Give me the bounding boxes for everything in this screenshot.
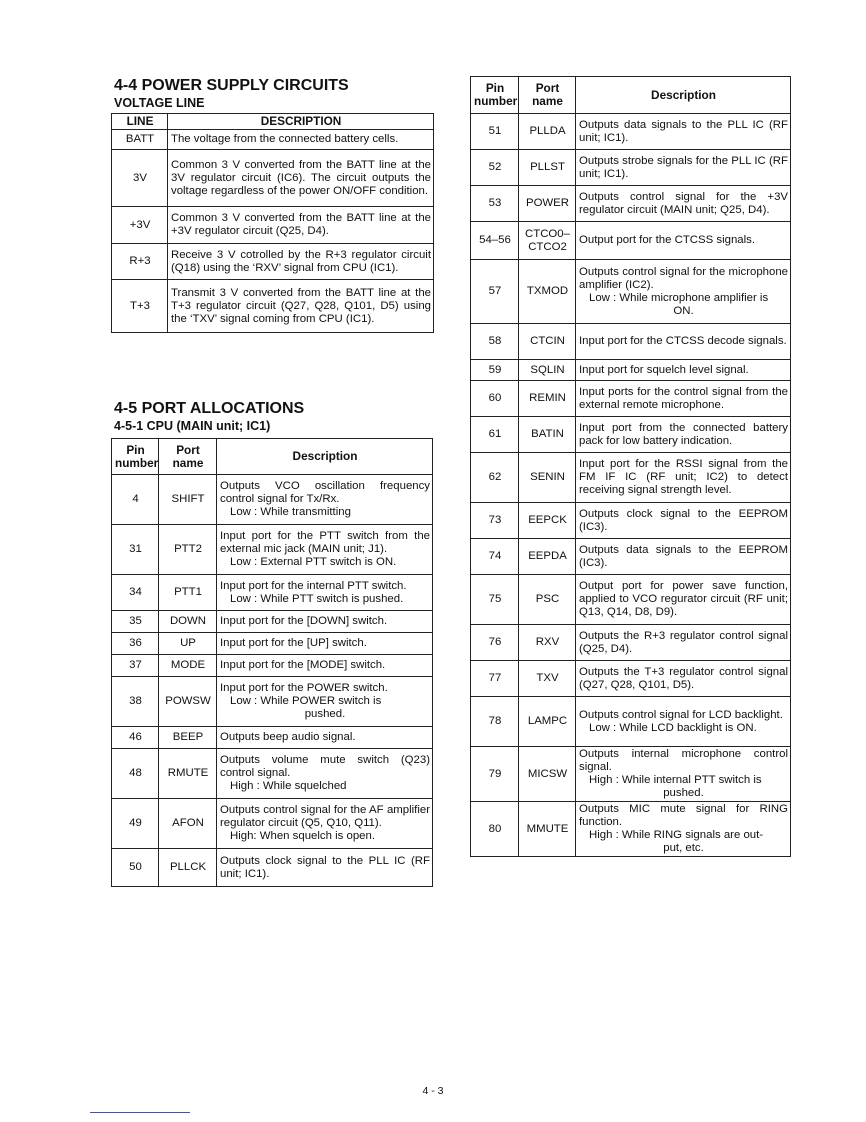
description-text: Outputs data signals to the EEPROM (IC3). [579, 543, 788, 569]
line-description: The voltage from the connected battery cells. [168, 130, 434, 150]
port-name: SENIN [519, 453, 576, 503]
description-text: Outputs strobe signals for the PLL IC (RF unit; IC1). [579, 154, 788, 180]
pin-number: 38 [112, 677, 159, 727]
table-row [471, 114, 791, 150]
pin-description [217, 749, 433, 799]
port-name: TXV [519, 661, 576, 697]
line-name: 3V [112, 150, 168, 207]
port-name: PLLST [519, 150, 576, 186]
description-text: Outputs data signals to the PLL IC (RF unit; IC1). [579, 118, 788, 144]
table-row [112, 575, 433, 611]
description-note: High : While internal PTT switch is [589, 774, 762, 786]
pin-description [217, 677, 433, 727]
description-note: Low : While microphone amplifier is [589, 291, 769, 304]
description-note-continued: pushed. [304, 708, 346, 720]
table-row [112, 475, 433, 525]
table-row [112, 677, 433, 727]
port-name: BATIN [519, 417, 576, 453]
voltage-line-subtitle: VOLTAGE LINE [114, 96, 205, 110]
description-text: Outputs MIC mute signal for RING function. [579, 803, 788, 828]
pin-description [217, 525, 433, 575]
pin-description [576, 324, 791, 360]
description-note: High : While squelched [230, 780, 347, 792]
table-row [471, 222, 791, 260]
pin-number: 60 [471, 381, 519, 417]
pin-description [576, 747, 791, 802]
description-text: Outputs control signal for the AF amplifier regulator circuit (Q5, Q10, Q11). [220, 804, 430, 829]
port-name: PSC [519, 575, 576, 625]
table-row [471, 747, 791, 802]
table-row [471, 661, 791, 697]
port-name: CTCO0– CTCO2 [519, 222, 576, 260]
pin-description [576, 625, 791, 661]
power-section-title: 4-4 POWER SUPPLY CIRCUITS [114, 77, 349, 94]
header-port: Port name [519, 77, 576, 114]
line-name: BATT [112, 130, 168, 150]
pin-description [576, 539, 791, 575]
pin-number: 31 [112, 525, 159, 575]
port-name: MICSW [519, 747, 576, 802]
pin-number: 35 [112, 611, 159, 633]
description-text: Outputs clock signal to the PLL IC (RF unit; IC1). [220, 854, 430, 880]
pin-number: 49 [112, 799, 159, 849]
pin-number: 51 [471, 114, 519, 150]
description-note: High : While RING signals are out- [589, 829, 764, 841]
description-note: Low : External PTT switch is ON. [230, 556, 397, 568]
port-name: UP [159, 633, 217, 655]
description-text: Outputs VCO oscillation frequency control signal for Tx/Rx. [220, 480, 430, 505]
table-row [112, 799, 433, 849]
pin-description [576, 186, 791, 222]
table-row [471, 260, 791, 324]
cpu-subtitle: 4-5-1 CPU (MAIN unit; IC1) [114, 419, 271, 433]
description-text: Outputs internal microphone control signal. [579, 748, 788, 773]
pin-description [576, 802, 791, 857]
header-desc: Description [217, 439, 433, 475]
table-row [112, 727, 433, 749]
description-text: Outputs clock signal to the EEPROM (IC3). [579, 507, 788, 533]
description-note: Low : While LCD backlight is ON. [589, 721, 757, 734]
line-description: Transmit 3 V converted from the BATT line at the T+3 regulator circuit (Q27, Q28, Q101, D5) using the ‘TXV’ signal coming from CPU (IC1). [168, 280, 434, 333]
description-note-continued: ON. [673, 304, 694, 317]
port-name: TXMOD [519, 260, 576, 324]
table-row [471, 324, 791, 360]
pin-description [217, 849, 433, 887]
pin-number: 61 [471, 417, 519, 453]
table-row [112, 244, 434, 280]
description-text: Input port for the PTT switch from the external mic jack (MAIN unit; J1). [220, 530, 430, 555]
pin-description [576, 661, 791, 697]
table-row [471, 417, 791, 453]
port-name: PLLCK [159, 849, 217, 887]
pin-description [576, 381, 791, 417]
description-text: Outputs control signal for LCD backlight. [579, 708, 783, 721]
footer-rule [90, 1112, 190, 1113]
pin-number: 34 [112, 575, 159, 611]
pin-number: 53 [471, 186, 519, 222]
table-row [112, 749, 433, 799]
pin-description [576, 360, 791, 381]
pin-description [217, 575, 433, 611]
pin-number: 59 [471, 360, 519, 381]
table-row [471, 186, 791, 222]
description-text: Input port for the internal PTT switch. [220, 579, 407, 592]
description-note-continued: put, etc. [663, 842, 704, 854]
pin-number: 37 [112, 655, 159, 677]
pin-description [576, 150, 791, 186]
pin-description [576, 453, 791, 503]
port-name: SHIFT [159, 475, 217, 525]
header-line: LINE [112, 114, 168, 130]
voltage-line-table [111, 113, 434, 333]
port-name: PTT2 [159, 525, 217, 575]
pin-description [217, 799, 433, 849]
line-name: R+3 [112, 244, 168, 280]
description-note: Low : While PTT switch is pushed. [230, 592, 404, 605]
description-text: Outputs the R+3 regulator control signal (Q25, D4). [579, 629, 788, 655]
description-text: Outputs control signal for the microphone amplifier (IC2). [579, 265, 788, 291]
description-text: Outputs beep audio signal. [220, 731, 356, 743]
pin-description [576, 222, 791, 260]
pin-description [576, 697, 791, 747]
table-row [471, 453, 791, 503]
line-name: T+3 [112, 280, 168, 333]
port-name: DOWN [159, 611, 217, 633]
table-row [112, 611, 433, 633]
port-name: BEEP [159, 727, 217, 749]
port-name: LAMPC [519, 697, 576, 747]
pin-number: 46 [112, 727, 159, 749]
description-note-continued: pushed. [663, 787, 704, 799]
table-row [112, 207, 434, 244]
pin-number: 4 [112, 475, 159, 525]
pin-number: 48 [112, 749, 159, 799]
pin-number: 78 [471, 697, 519, 747]
description-text: Input port for the RSSI signal from the FM IF IC (RF unit; IC2) to detect receiving signal strength level. [579, 458, 788, 496]
pin-description [576, 575, 791, 625]
header-desc: Description [576, 77, 791, 114]
line-description: Common 3 V converted from the BATT line at the +3V regulator circuit (Q25, D4). [168, 207, 434, 244]
pin-description [576, 417, 791, 453]
pin-number: 62 [471, 453, 519, 503]
pin-number: 54–56 [471, 222, 519, 260]
table-row [112, 655, 433, 677]
description-text: Input port for the CTCSS decode signals. [579, 335, 787, 347]
port-name: REMIN [519, 381, 576, 417]
pin-description [217, 633, 433, 655]
description-text: Input port for squelch level signal. [579, 363, 749, 376]
pin-number: 74 [471, 539, 519, 575]
header-description: DESCRIPTION [168, 114, 434, 130]
description-note: Low : While POWER switch is [230, 695, 382, 707]
port-name: EEPDA [519, 539, 576, 575]
description-text: Input port from the connected battery pack for low battery indication. [579, 421, 788, 447]
port-name: SQLIN [519, 360, 576, 381]
description-text: Input ports for the control signal from the external remote microphone. [579, 385, 788, 411]
description-text: Input port for the [MODE] switch. [220, 659, 386, 671]
port-name: PLLDA [519, 114, 576, 150]
pin-number: 57 [471, 260, 519, 324]
port-name: CTCIN [519, 324, 576, 360]
line-description: Receive 3 V cotrolled by the R+3 regulator circuit (Q18) using the ‘RXV’ signal from CPU (IC1). [168, 244, 434, 280]
pin-description [576, 114, 791, 150]
table-row [471, 575, 791, 625]
table-row [471, 802, 791, 857]
table-row [471, 503, 791, 539]
table-row [112, 280, 434, 333]
port-name: POWER [519, 186, 576, 222]
description-text: Input port for the [UP] switch. [220, 637, 367, 649]
port-name: AFON [159, 799, 217, 849]
description-text: Output port for power save function, applied to VCO regurator circuit (RF unit; Q13, Q14, D8, D9). [579, 580, 788, 618]
pin-description [217, 727, 433, 749]
header-port: Port name [159, 439, 217, 475]
description-text: Outputs the T+3 regulator control signal (Q27, Q28, Q101, D5). [579, 665, 788, 691]
pin-description [217, 475, 433, 525]
line-name: +3V [112, 207, 168, 244]
pin-description [576, 260, 791, 324]
port-name: EEPCK [519, 503, 576, 539]
page-number: 4 - 3 [422, 1085, 444, 1097]
description-note: Low : While transmitting [230, 506, 351, 518]
pin-description [217, 655, 433, 677]
pin-number: 73 [471, 503, 519, 539]
table-row [471, 625, 791, 661]
port-name: RXV [519, 625, 576, 661]
description-text: Outputs volume mute switch (Q23) control signal. [220, 754, 430, 779]
table-row [471, 150, 791, 186]
pin-number: 80 [471, 802, 519, 857]
port-name: MODE [159, 655, 217, 677]
pin-number: 76 [471, 625, 519, 661]
port-name: MMUTE [519, 802, 576, 857]
port-name: POWSW [159, 677, 217, 727]
pin-number: 58 [471, 324, 519, 360]
pin-number: 52 [471, 150, 519, 186]
description-text: Outputs control signal for the +3V regulator circuit (MAIN unit; Q25, D4). [579, 190, 788, 216]
table-row [112, 633, 433, 655]
port-name: RMUTE [159, 749, 217, 799]
port-table-left [111, 438, 433, 887]
pin-number: 50 [112, 849, 159, 887]
description-text: Input port for the POWER switch. [220, 682, 388, 694]
table-row [112, 525, 433, 575]
table-row [112, 849, 433, 887]
table-row [471, 539, 791, 575]
table-row [112, 130, 434, 150]
port-section-title: 4-5 PORT ALLOCATIONS [114, 400, 305, 417]
description-note: High: When squelch is open. [230, 830, 375, 842]
port-name: PTT1 [159, 575, 217, 611]
header-pin: Pin number [471, 77, 519, 114]
pin-number: 36 [112, 633, 159, 655]
port-table-right [470, 76, 791, 857]
line-description: Common 3 V converted from the BATT line at the 3V regulator circuit (IC6). The circuit outputs the voltage regardless of the power ON/OFF condition. [168, 150, 434, 207]
table-row [112, 150, 434, 207]
header-pin: Pin number [112, 439, 159, 475]
table-row [471, 360, 791, 381]
pin-description [217, 611, 433, 633]
table-row [471, 697, 791, 747]
table-row [471, 381, 791, 417]
description-text: Input port for the [DOWN] switch. [220, 615, 388, 627]
pin-number: 79 [471, 747, 519, 802]
pin-number: 75 [471, 575, 519, 625]
pin-description [576, 503, 791, 539]
description-text: Output port for the CTCSS signals. [579, 234, 755, 246]
pin-number: 77 [471, 661, 519, 697]
